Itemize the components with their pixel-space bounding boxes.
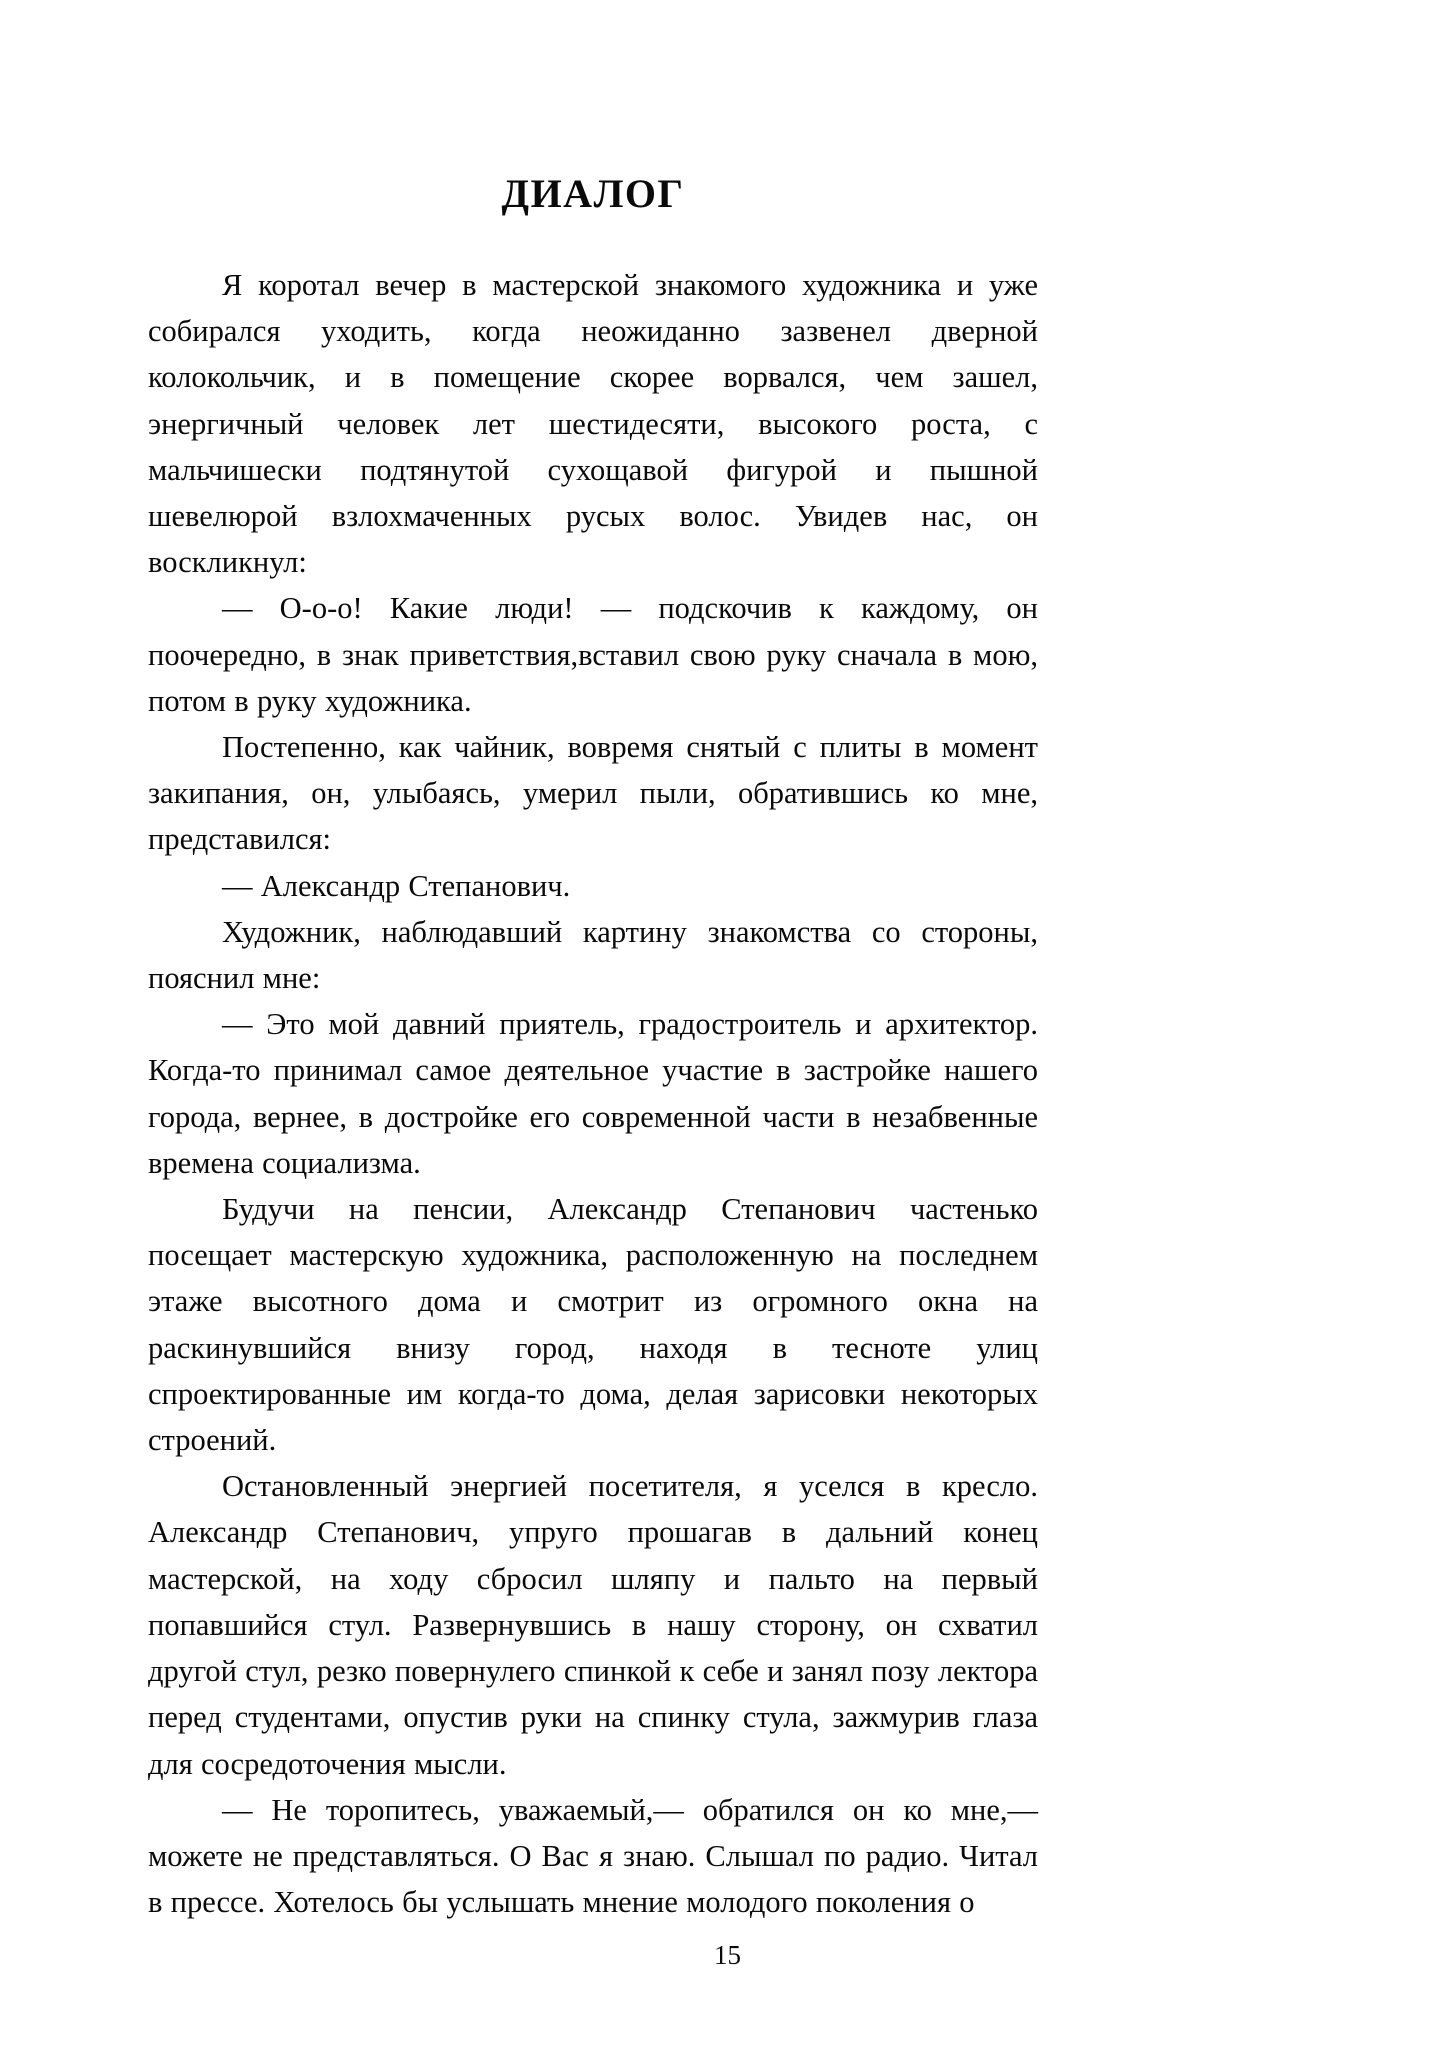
body-paragraph: Постепенно, как чайник, вовремя снятый с плиты в момент закипания, он, улыбаясь, умерил пыли, обратившись ко мне, представился: xyxy=(148,730,1038,857)
page-content-column xyxy=(148,172,1038,1925)
body-paragraph: Я коротал вечер в мастерской знакомого художника и уже собирался уходить, когда неожиданно зазвенел дверной колокольчик, и в помещение скорее ворвался, чем зашел, энергичный человек лет шестидесяти, высокого роста, с мальчишески подтянутой сухощавой фигурой и пышной шевелюрой взлохмаченных русых волос. Увидев нас, он воскликнул: xyxy=(148,268,1038,580)
page-title: ДИАЛОГ xyxy=(501,171,685,216)
body-paragraph: Художник, наблюдавший картину знакомства со стороны, пояснил мне: xyxy=(148,914,1038,996)
page-number: 15 xyxy=(714,1940,741,1970)
body-paragraph: Будучи на пенсии, Александр Степанович частенько посещает мастерскую художника, расположенную на последнем этаже высотного дома и смотрит из огромного окна на раскинувшийся внизу город, находя в тесноте улиц спроектированные им когда-то дома, делая зарисовки некоторых строений. xyxy=(148,1192,1038,1458)
body-paragraph: — О-о-о! Какие люди! — подскочив к каждому, он поочередно, в знак приветствия,вставил свою руку сначала в мою, потом в руку художника. xyxy=(148,591,1038,718)
body-paragraph: — Это мой давний приятель, градостроитель и архитектор. Когда-то принимал самое деятельное участие в застройке нашего города, вернее, в достройке его современной части в незабвенные времена социализма. xyxy=(148,1007,1038,1180)
body-paragraph: Остановленный энергией посетителя, я уселся в кресло. Александр Степанович, упруго прошагав в дальний конец мастерской, на ходу сбросил шляпу и пальто на первый попавшийся стул. Развернувшись в нашу сторону, он схватил другой стул, резко повернулего спинкой к себе и занял позу лектора перед студентами, опустив руки на спинку стула, зажмурив глаза для сосредоточения мысли. xyxy=(148,1469,1038,1781)
body-paragraph: — Не торопитесь, уважаемый,— обратился он ко мне,— можете не представляться. О Вас я знаю. Слышал по радио. Читал в прессе. Хотелось бы услышать мнение молодого поколения о xyxy=(148,1792,1038,1920)
body-paragraph: — Александр Степанович. xyxy=(222,868,571,903)
